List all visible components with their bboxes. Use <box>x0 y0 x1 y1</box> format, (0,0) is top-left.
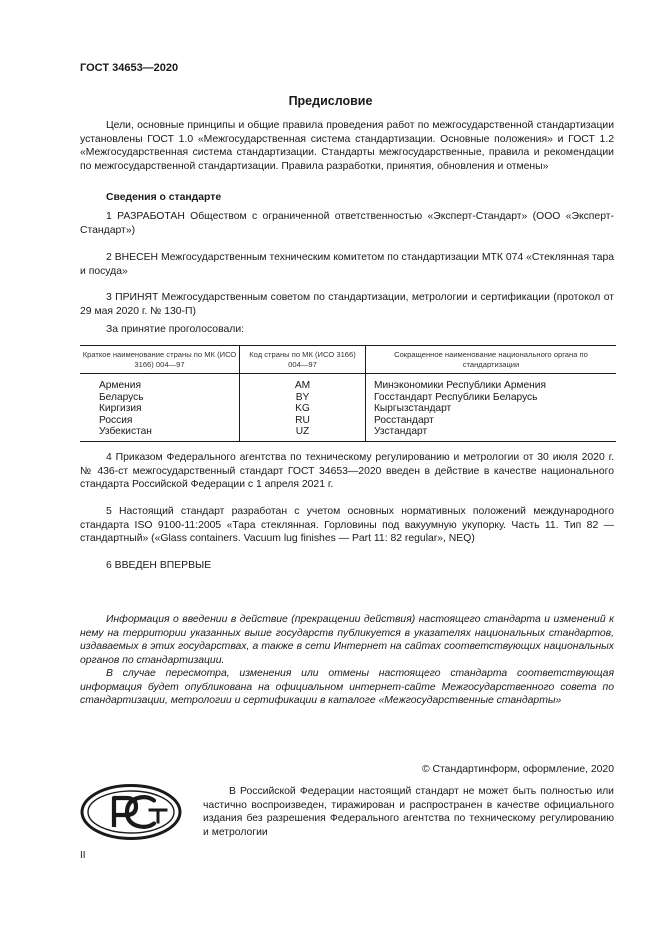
country-cell: Россия <box>99 414 133 426</box>
item-4: 4 Приказом Федерального агентства по техническому регулированию и метрологии от 30 июля 2020 г. № 436-ст межгосударственный стандарт ГОСТ 34653—2020 введен в действие в качестве национального стандарта Российской Федерации с 1 апреля 2021 г. <box>80 452 614 491</box>
col-header-code: Код страны по МК (ИСО 3166) 004—97 <box>240 346 366 374</box>
document-header: ГОСТ 34653—2020 <box>80 62 179 74</box>
agency-cell: Минэкономики Республики Армения <box>374 380 546 391</box>
agency-cell: Росстандарт <box>374 414 434 426</box>
voting-table <box>80 345 616 442</box>
code-cell: BY <box>240 392 366 404</box>
agency-cell: Госстандарт Республики Беларусь <box>374 391 538 403</box>
country-cell: Беларусь <box>99 391 144 403</box>
item-1: 1 РАЗРАБОТАН Обществом с ограниченной ответственностью «Эксперт-Стандарт» (ООО «Эксперт-Стандарт») <box>80 211 614 236</box>
table-row <box>80 426 616 441</box>
page-title: Предисловие <box>288 94 373 108</box>
table-row <box>80 415 616 427</box>
info-notice: Информация о введении в действие (прекращении действия) настоящего стандарта и изменений к нему на территории указанных выше государств публикуется в указателях национальных стандартов, издаваемых в этих государствах, а также в сети Интернет на сайтах соответствующих национальных органов по стандартизации. <box>80 614 614 666</box>
voted-label: За принятие проголосовали: <box>106 324 245 335</box>
page-number: II <box>80 850 86 861</box>
table-row <box>80 374 616 392</box>
country-cell: Киргизия <box>99 403 142 415</box>
country-cell: Армения <box>99 380 141 391</box>
item-2: 2 ВНЕСЕН Межгосударственным техническим комитетом по стандартизации МТК 074 «Стеклянная тара и посуда» <box>80 252 614 277</box>
col-header-country: Краткое наименование страны по МК (ИСО 3166) 004—97 <box>80 346 240 374</box>
code-cell: KG <box>240 403 366 415</box>
country-cell: Узбекистан <box>99 426 152 438</box>
revision-notice: В случае пересмотра, изменения или отмены настоящего стандарта соответствующая информация будет опубликована на официальном интернет-сайте Межгосударственного совета по стандартизации, метрологии и сертификации в каталоге «Межгосударственные стандарты» <box>80 668 614 707</box>
col-header-agency: Сокращенное наименование национального органа по стандартизации <box>366 346 617 374</box>
table-row <box>80 403 616 415</box>
code-cell: AM <box>240 374 366 392</box>
rights-notice: В Российской Федерации настоящий стандарт не может быть полностью или частично воспроизведен, тиражирован и распространен в качестве официального издания без разрешения Федерального агентства по техническому регулированию и метрологии <box>203 786 614 838</box>
rst-logo <box>80 783 184 846</box>
agency-cell: Кыргызстандарт <box>374 403 452 415</box>
code-cell: RU <box>240 415 366 427</box>
intro-paragraph: Цели, основные принципы и общие правила проведения работ по межгосударственной стандартизации установлены ГОСТ 1.0 «Межгосударственная система стандартизации. Основные положения» и ГОСТ 1.2 «Межгосударственная система стандартизации. Стандарты межгосударственные, правила и рекомендации по межгосударственной стандартизации. Правила разработки, принятия, обновления и отмены» <box>80 120 614 172</box>
item-5: 5 Настоящий стандарт разработан с учетом основных нормативных положений международного стандарта ISO 9100-11:2005 «Тара стеклянная. Горловины под вакуумную укупорку. Часть 11. Тип 82 — стандартный» («Glass containers. Vacuum lug finishes — Part 11: 82 regular», NEQ) <box>80 506 614 545</box>
agency-cell: Узстандарт <box>374 426 428 438</box>
table-row <box>80 392 616 404</box>
code-cell: UZ <box>240 426 366 441</box>
rst-logo-icon <box>80 783 184 841</box>
item-3: 3 ПРИНЯТ Межгосударственным советом по стандартизации, метрологии и сертификации (протокол от 29 мая 2020 г. № 130-П) <box>80 292 614 317</box>
copyright: © Стандартинформ, оформление, 2020 <box>421 764 614 775</box>
item-6: 6 ВВЕДЕН ВПЕРВЫЕ <box>106 560 212 571</box>
info-heading: Сведения о стандарте <box>106 192 222 203</box>
